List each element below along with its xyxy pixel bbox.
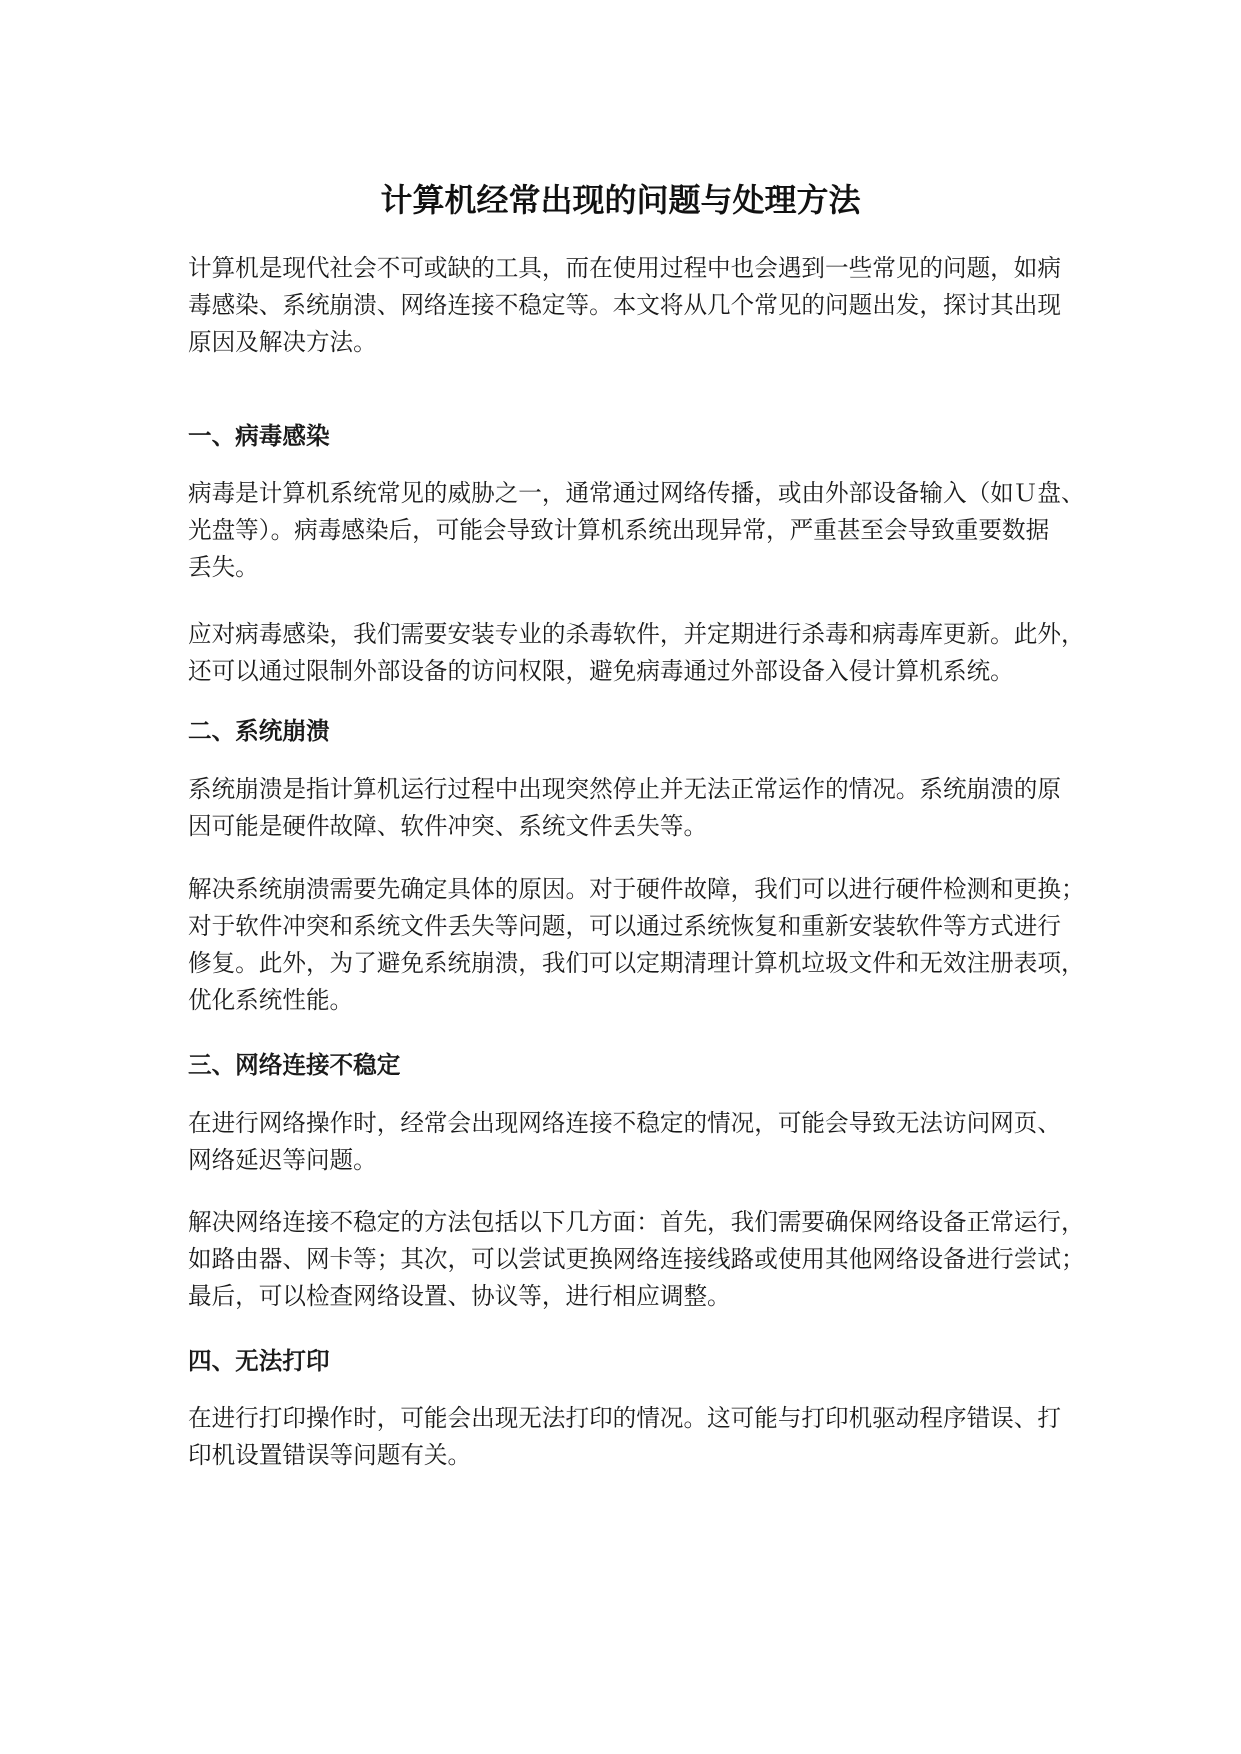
text-line: 毒感染、系统崩溃、网络连接不稳定等。本文将从几个常见的问题出发，探讨其出现 [188, 291, 1061, 319]
text-line: 优化系统性能。 [188, 986, 354, 1014]
paragraph-crash-solution [188, 871, 1085, 1019]
text-line: 光盘等）。病毒感染后，可能会导致计算机系统出现异常，严重甚至会导致重要数据 [188, 516, 1050, 544]
text-line: 在进行网络操作时，经常会出现网络连接不稳定的情况，可能会导致无法访问网页、 [188, 1109, 1061, 1137]
text-line: 印机设置错误等问题有关。 [188, 1441, 472, 1469]
text-line: 计算机是现代社会不可或缺的工具，而在使用过程中也会遇到一些常见的问题，如病 [188, 254, 1061, 282]
text-line: 网络延迟等问题。 [188, 1146, 377, 1174]
text-line: 丢失。 [188, 553, 259, 581]
text-line: 修复。此外，为了避免系统崩溃，我们可以定期清理计算机垃圾文件和无效注册表项， [188, 949, 1085, 977]
text-line: 解决网络连接不稳定的方法包括以下几方面：首先，我们需要确保网络设备正常运行， [188, 1208, 1085, 1236]
text-line: 还可以通过限制外部设备的访问权限，避免病毒通过外部设备入侵计算机系统。 [188, 657, 1014, 685]
text-line: 应对病毒感染，我们需要安装专业的杀毒软件，并定期进行杀毒和病毒库更新。此外， [188, 620, 1085, 648]
paragraph-virus-solution [188, 616, 1085, 690]
section-heading-printing: 四、无法打印 [188, 1347, 330, 1375]
paragraph-network-cause [188, 1105, 1078, 1179]
text-line: 如路由器、网卡等；其次，可以尝试更换网络连接线路或使用其他网络设备进行尝试； [188, 1245, 1085, 1273]
section-heading-virus: 一、病毒感染 [188, 422, 330, 450]
text-line: 病毒是计算机系统常见的威胁之一，通常通过网络传播，或由外部设备输入（如Ｕ盘、 [188, 479, 1085, 507]
paragraph-crash-cause [188, 771, 1078, 845]
document-title: 计算机经常出现的问题与处理方法 [380, 181, 861, 219]
text-line: 解决系统崩溃需要先确定具体的原因。对于硬件故障，我们可以进行硬件检测和更换； [188, 875, 1085, 903]
text-line: 原因及解决方法。 [188, 328, 377, 356]
text-line: 最后，可以检查网络设置、协议等，进行相应调整。 [188, 1282, 731, 1310]
paragraph-network-solution [188, 1204, 1085, 1315]
text-line: 在进行打印操作时，可能会出现无法打印的情况。这可能与打印机驱动程序错误、打 [188, 1404, 1061, 1432]
text-line: 因可能是硬件故障、软件冲突、系统文件丢失等。 [188, 812, 708, 840]
text-line: 系统崩溃是指计算机运行过程中出现突然停止并无法正常运作的情况。系统崩溃的原 [188, 775, 1061, 803]
section-heading-network: 三、网络连接不稳定 [188, 1051, 401, 1079]
paragraph-virus-cause [188, 475, 1085, 586]
section-heading-crash: 二、系统崩溃 [188, 717, 330, 745]
intro-paragraph [188, 250, 1078, 361]
paragraph-printing-cause [188, 1400, 1078, 1474]
text-line: 对于软件冲突和系统文件丢失等问题，可以通过系统恢复和重新安装软件等方式进行 [188, 912, 1061, 940]
